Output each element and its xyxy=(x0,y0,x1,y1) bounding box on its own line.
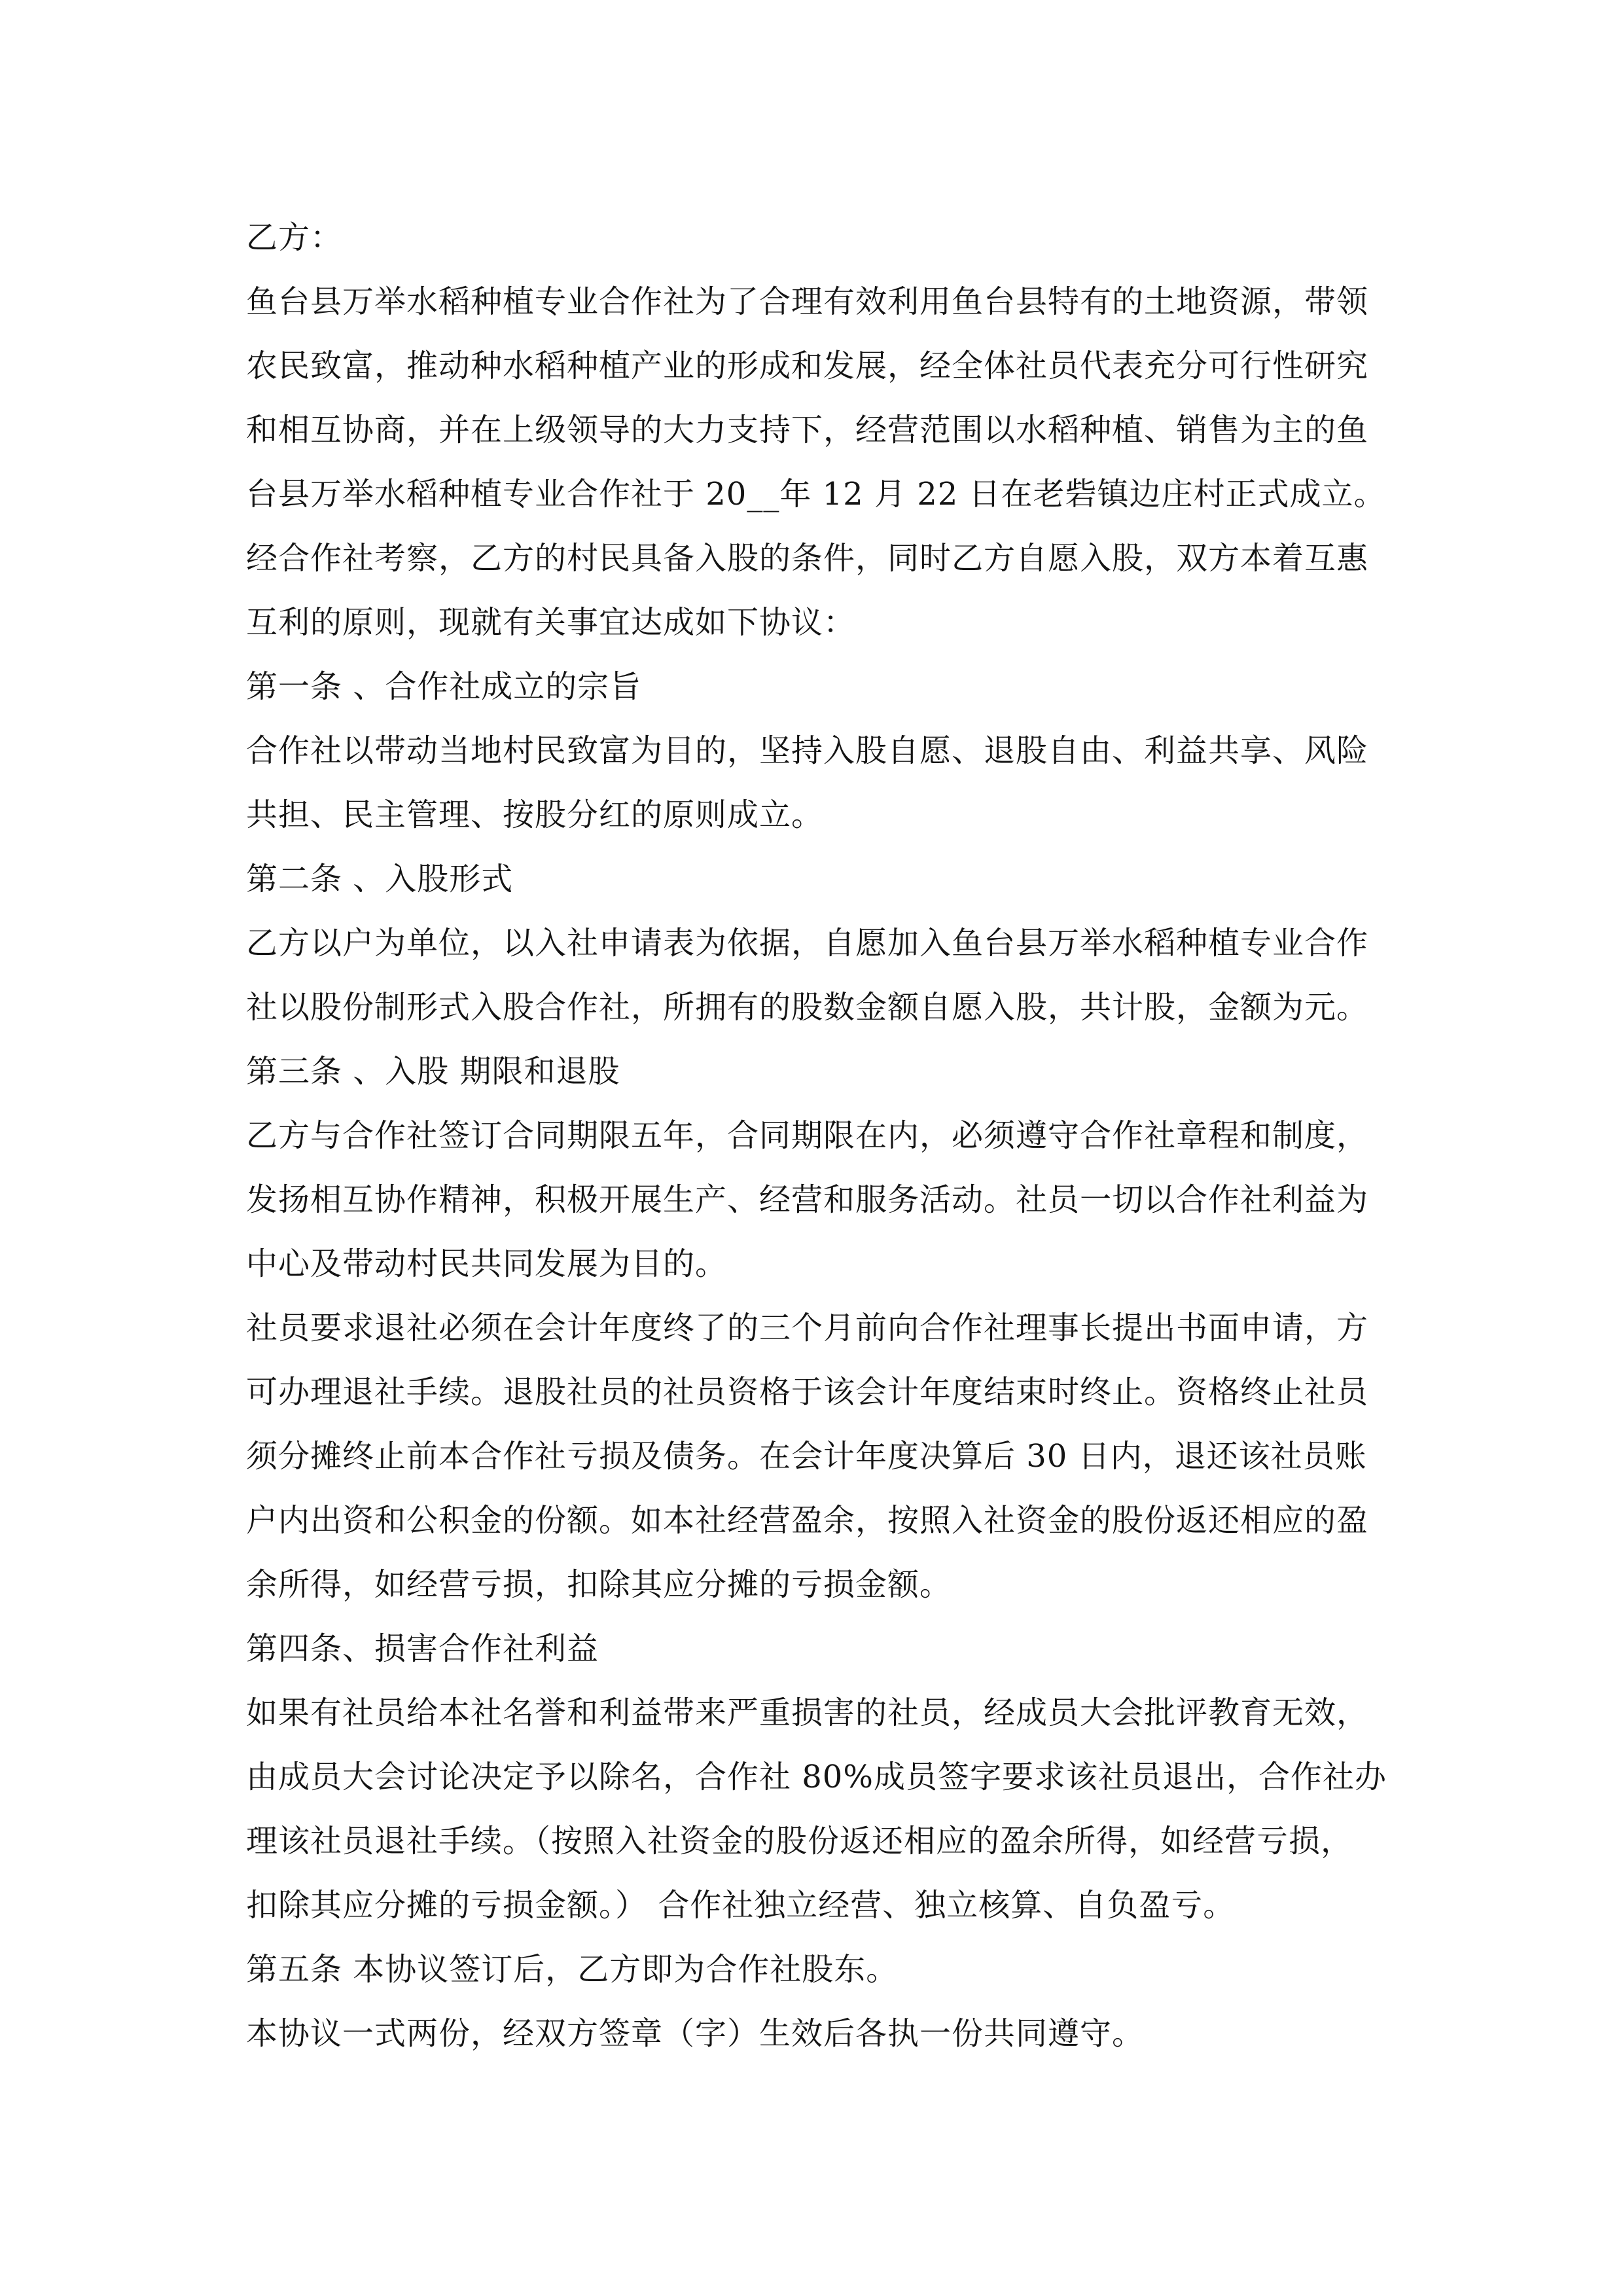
article-3-heading xyxy=(246,1039,1385,1103)
text-line: 本协议一式两份，经双方签章（字）生效后各执一份共同遵守。 xyxy=(246,2015,1145,2052)
text-line: 第一条 、合作社成立的宗旨 xyxy=(246,668,642,705)
party-b-label: 乙方： xyxy=(246,219,343,256)
text-line: 第五条 本协议签订后，乙方即为合作社股东。 xyxy=(246,1951,899,1988)
text-line: 鱼台县万举水稻种植专业合作社为了合理有效利用鱼台县特有的土地资源，带领 xyxy=(246,283,1369,320)
text-line: 由成员大会讨论决定予以除名，合作社 80%成员签字要求该社员退出，合作社办 xyxy=(246,1759,1387,1795)
text-line: 乙方以户为单位，以入社申请表为依据，自愿加入鱼台县万举水稻种植专业合作 xyxy=(246,925,1369,961)
article-5 xyxy=(246,1937,1385,2001)
text-line: 社以股份制形式入股合作社，所拥有的股数金额自愿入股，共计股，金额为元。 xyxy=(246,989,1369,1026)
text-line: 社员要求退社必须在会计年度终了的三个月前向合作社理事长提出书面申请，方 xyxy=(246,1310,1369,1346)
article-3-body-1 xyxy=(246,1103,1385,1296)
text-line: 理该社员退社手续。（按照入社资金的股份返还相应的盈余所得，如经营亏损， xyxy=(246,1823,1353,1859)
article-4-heading xyxy=(246,1617,1385,1681)
text-line: 台县万举水稻种植专业合作社于 20__年 12 月 22 日在老砦镇边庄村正式成立。 xyxy=(246,476,1386,512)
text-line: 须分摊终止前本合作社亏损及债务。在会计年度决算后 30 日内，退还该社员账 xyxy=(246,1438,1367,1475)
text-line: 中心及带动村民共同发展为目的。 xyxy=(246,1246,728,1282)
article-1-body xyxy=(246,719,1385,847)
text-line: 如果有社员给本社名誉和利益带来严重损害的社员，经成员大会批评教育无效， xyxy=(246,1695,1369,1731)
text-line: 可办理退社手续。退股社员的社员资格于该会计年度结束时终止。资格终止社员 xyxy=(246,1374,1369,1410)
article-3-body-2 xyxy=(246,1296,1385,1617)
text-line: 户内出资和公积金的份额。如本社经营盈余，按照入社资金的股份返还相应的盈 xyxy=(246,1502,1369,1539)
article-2-heading xyxy=(246,847,1385,911)
text-line: 余所得，如经营亏损，扣除其应分摊的亏损金额。 xyxy=(246,1566,952,1603)
text-line: 乙方与合作社签订合同期限五年，合同期限在内，必须遵守合作社章程和制度， xyxy=(246,1117,1369,1154)
text-line: 扣除其应分摊的亏损金额。） 合作社独立经营、独立核算、自负盈亏。 xyxy=(246,1887,1236,1924)
agreement-text xyxy=(246,206,1385,2066)
text-line: 互利的原则，现就有关事宜达成如下协议： xyxy=(246,604,856,641)
text-line: 发扬相互协作精神，积极开展生产、经营和服务活动。社员一切以合作社利益为 xyxy=(246,1181,1369,1218)
article-2-body xyxy=(246,911,1385,1039)
text-line: 第四条、损害合作社利益 xyxy=(246,1630,599,1667)
text-line: 经合作社考察，乙方的村民具备入股的条件，同时乙方自愿入股，双方本着互惠 xyxy=(246,540,1369,577)
text-line: 合作社以带动当地村民致富为目的，坚持入股自愿、退股自由、利益共享、风险 xyxy=(246,732,1369,769)
agreement-preamble xyxy=(246,526,1385,655)
text-line: 和相互协商，并在上级领导的大力支持下，经营范围以水稻种植、销售为主的鱼 xyxy=(246,412,1369,448)
text-line: 共担、民主管理、按股分红的原则成立。 xyxy=(246,797,824,833)
article-1-heading xyxy=(246,655,1385,719)
intro-paragraph xyxy=(246,270,1385,526)
text-line: 第三条 、入股 期限和退股 xyxy=(246,1053,620,1090)
text-line: 农民致富，推动种水稻种植产业的形成和发展，经全体社员代表充分可行性研究 xyxy=(246,348,1369,384)
article-4-body xyxy=(246,1681,1385,1937)
text-line: 第二条 、入股形式 xyxy=(246,861,514,897)
closing-clause xyxy=(246,2001,1385,2066)
